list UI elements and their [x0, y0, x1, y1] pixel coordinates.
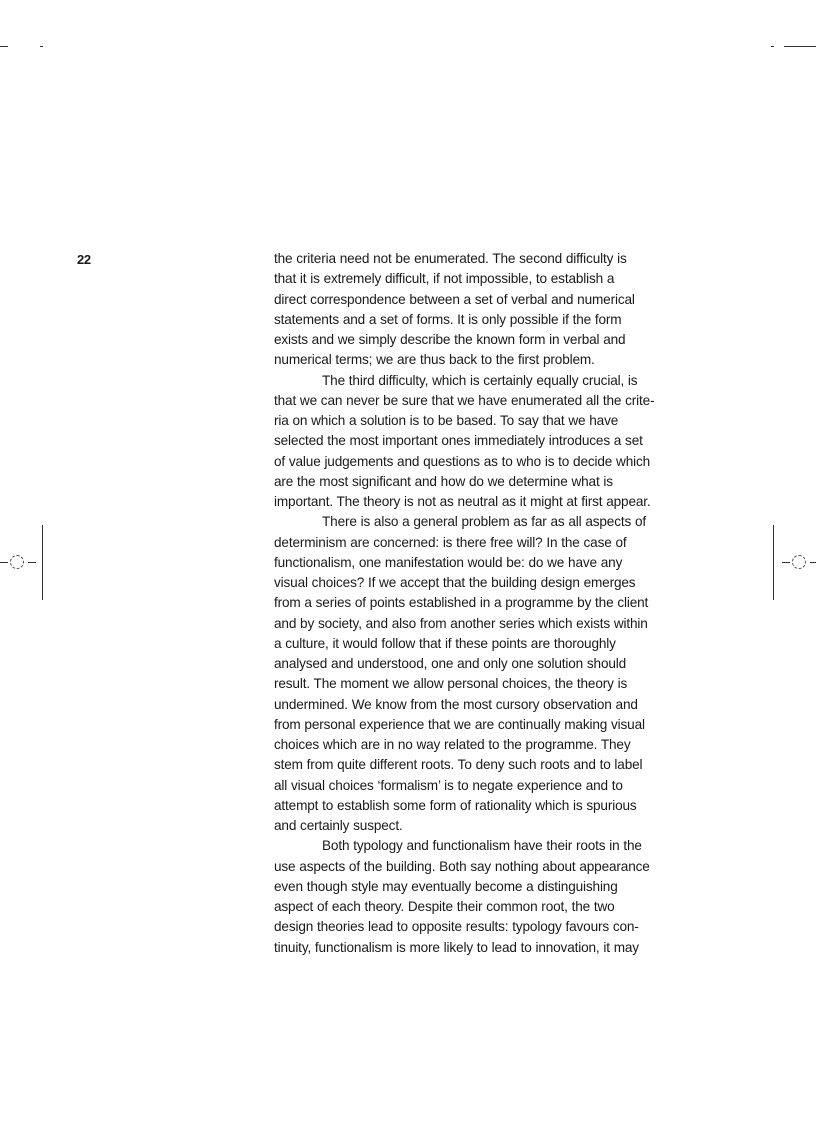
text-line: are the most significant and how do we determine what is — [274, 473, 613, 489]
text-line: attempt to establish some form of rationality which is spurious — [274, 797, 637, 813]
text-line: determinism are concerned: is there free will? In the case of — [274, 534, 627, 550]
text-line: and certainly suspect. — [274, 818, 403, 833]
text-line: from a series of points established in a programme by the client — [274, 595, 649, 611]
text-line: the criteria need not be enumerated. The second difficulty is — [274, 251, 627, 266]
page-number: 22 — [77, 252, 91, 267]
text-line: stem from quite different roots. To deny such roots and to label — [274, 757, 643, 773]
text-line: There is also a general problem as far as all aspects of — [322, 514, 646, 530]
text-line: use aspects of the building. Both say nothing about appearance — [274, 858, 650, 874]
text-line: result. The moment we allow personal choices, the theory is — [274, 676, 628, 692]
text-line: direct correspondence between a set of verbal and numerical — [274, 291, 635, 307]
text-line: important. The theory is not as neutral as it might at first appear. — [274, 494, 651, 509]
text-line: selected the most important ones immediately introduces a set — [274, 433, 643, 449]
registration-tick-right-2 — [810, 562, 816, 563]
text-line: tinuity, functionalism is more likely to lead to innovation, it may — [274, 939, 639, 955]
registration-circle-left-icon — [10, 555, 24, 569]
text-line: choices which are in no way related to the programme. They — [274, 737, 631, 752]
text-line: even though style may eventually become a distinguishing — [274, 878, 618, 894]
text-line: analysed and understood, one and only one solution should — [274, 656, 627, 671]
text-line: The third difficulty, which is certainly equally crucial, is — [322, 372, 638, 388]
crop-mark-top-right-tick — [771, 46, 774, 47]
text-line: numerical terms; we are thus back to the first problem. — [274, 352, 595, 368]
crop-mark-top-left — [0, 46, 8, 47]
text-line: of value judgements and questions as to who is to decide which — [274, 453, 651, 469]
body-text — [274, 249, 700, 958]
text-line: aspect of each theory. Despite their common root, the two — [274, 899, 615, 914]
crop-mark-top-right — [784, 46, 816, 47]
text-line: visual choices? If we accept that the building design emerges — [274, 575, 636, 590]
registration-tick-left — [0, 562, 8, 563]
text-line: ria on which a solution is to be based. To say that we have — [274, 413, 619, 428]
registration-tick-left-2 — [28, 562, 36, 563]
registration-tick-right — [782, 562, 790, 563]
text-line: all visual choices ‘formalism’ is to negate experience and to — [274, 777, 623, 793]
text-line: that it is extremely difficult, if not impossible, to establish a — [274, 271, 615, 287]
text-line: from personal experience that we are continually making visual — [274, 716, 645, 732]
registration-line-left — [42, 525, 43, 600]
text-line: and by society, and also from another series which exists within — [274, 615, 648, 631]
text-line: a culture, it would follow that if these points are thoroughly — [274, 635, 616, 651]
text-line: statements and a set of forms. It is only possible if the form — [274, 311, 622, 327]
registration-line-right — [773, 525, 774, 600]
registration-circle-right-icon — [792, 555, 806, 569]
text-line: exists and we simply describe the known form in verbal and — [274, 332, 626, 347]
text-line: design theories lead to opposite results: typology favours con- — [274, 919, 639, 935]
crop-mark-top-left-tick — [40, 46, 43, 47]
text-line: undermined. We know from the most cursory observation and — [274, 696, 638, 712]
text-line: that we can never be sure that we have enumerated all the crite- — [274, 392, 655, 408]
text-line: Both typology and functionalism have their roots in the — [322, 838, 642, 854]
text-line: functionalism, one manifestation would be: do we have any — [274, 554, 623, 570]
